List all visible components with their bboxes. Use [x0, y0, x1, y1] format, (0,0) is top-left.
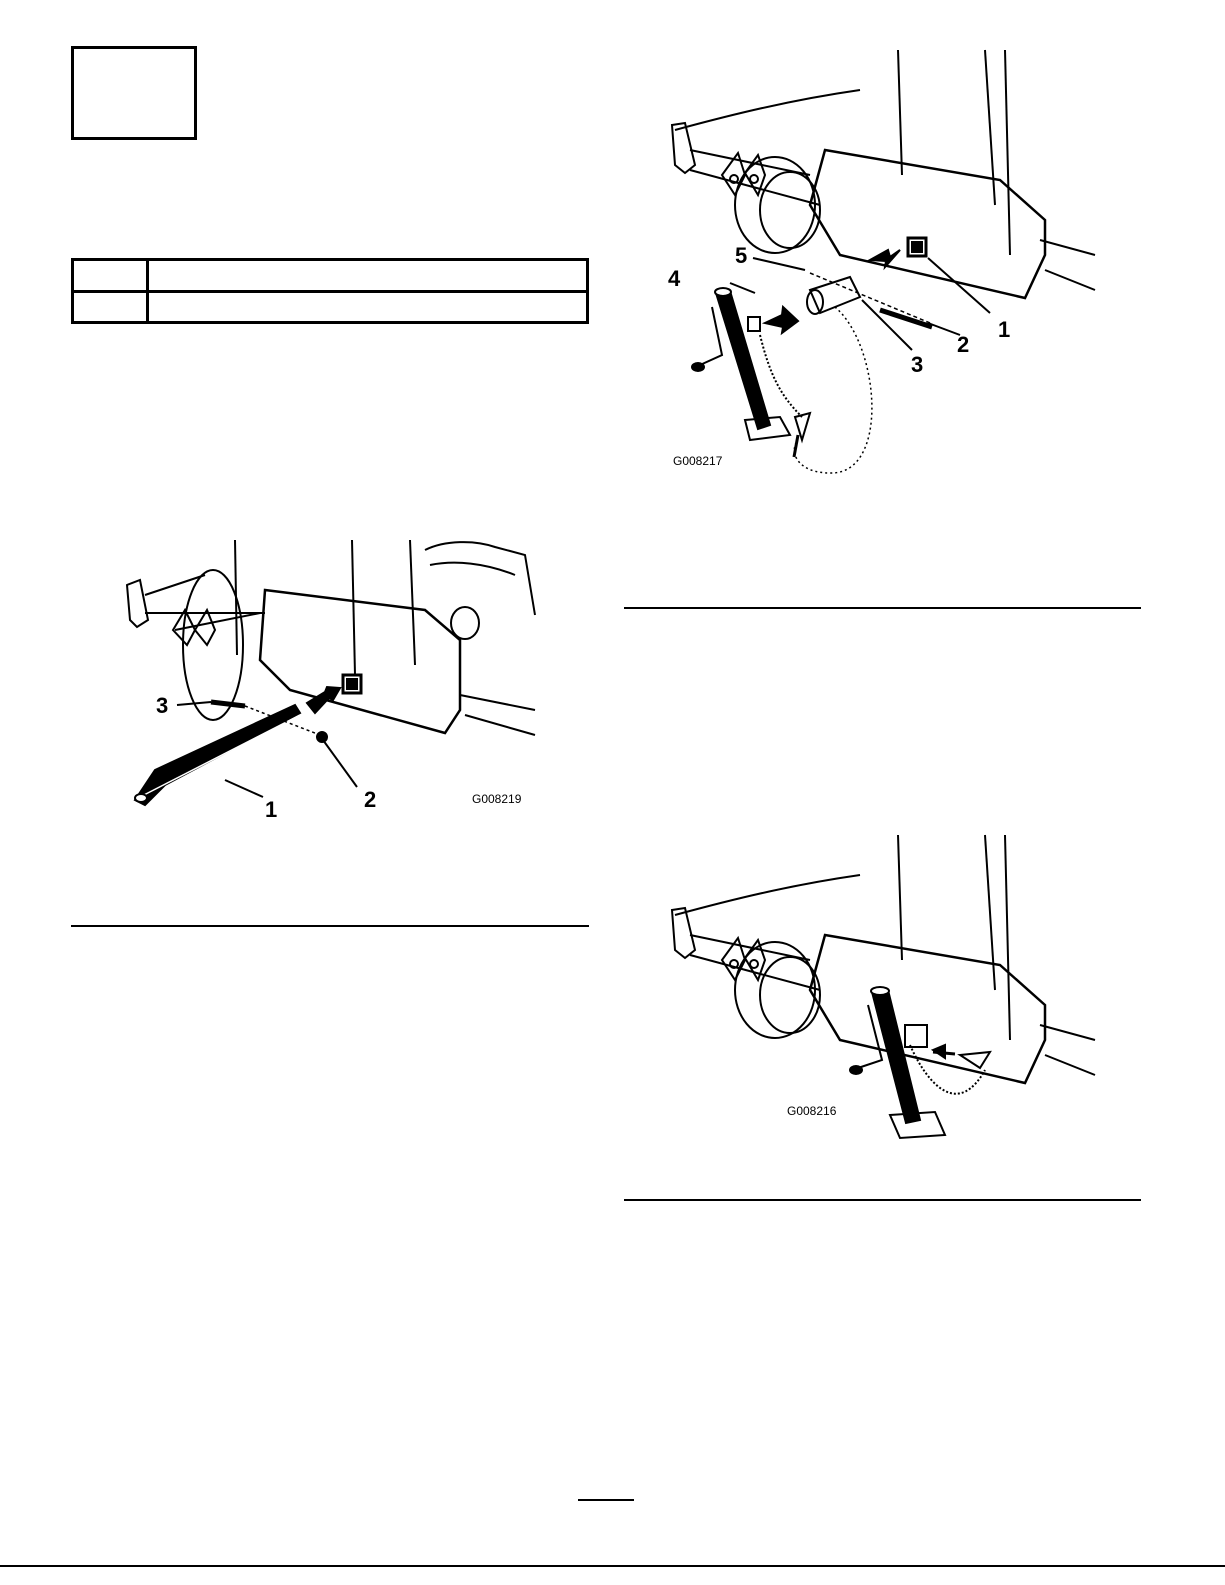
nut: [317, 732, 327, 742]
section-rule: [624, 607, 1141, 609]
frame-rail: [675, 875, 860, 915]
hitch-pin-clip: [960, 1052, 990, 1068]
section-rule: [624, 1199, 1141, 1201]
bolt: [211, 702, 245, 706]
frame-post: [898, 835, 902, 960]
leader-line: [753, 258, 805, 270]
callout-2: 2: [957, 332, 970, 357]
receiver-mount: [905, 1025, 927, 1047]
hitch-tab: [127, 580, 148, 627]
arrow: [933, 1045, 945, 1058]
jack-crank: [700, 307, 722, 365]
frame-post: [898, 50, 902, 175]
figure-jack-installed: [650, 830, 1110, 1150]
section-rule: [71, 925, 589, 927]
arrow: [765, 307, 798, 333]
callout-5: 5: [735, 243, 748, 268]
arrow: [870, 250, 900, 267]
page-number-line: [578, 1499, 634, 1501]
callout-4: 4: [668, 266, 681, 291]
callout-1: 1: [998, 317, 1011, 342]
arrow: [307, 687, 340, 713]
jack-tube: [716, 291, 770, 429]
frame-post: [985, 50, 995, 205]
table-column-divider: [146, 261, 149, 321]
jack-chain: [760, 335, 802, 417]
figure-id: G008216: [787, 1104, 837, 1118]
table-row: [74, 261, 586, 293]
page-bottom-rule: [0, 1565, 1225, 1567]
callout-3: 3: [911, 352, 924, 377]
figure-tongue-removal: [115, 535, 545, 825]
table-row: [74, 293, 586, 323]
callout-2: 2: [364, 787, 377, 812]
figure-id: G008219: [472, 792, 522, 806]
step-number-box: [71, 46, 197, 140]
figure-id: G008217: [673, 454, 723, 468]
parts-table: [71, 258, 589, 324]
callout-1: 1: [265, 797, 278, 822]
frame-post: [1005, 50, 1010, 255]
figure-jack-exploded: [650, 45, 1110, 485]
tire: [183, 570, 243, 720]
wheel-hub: [451, 607, 479, 639]
callout-3: 3: [156, 693, 169, 718]
